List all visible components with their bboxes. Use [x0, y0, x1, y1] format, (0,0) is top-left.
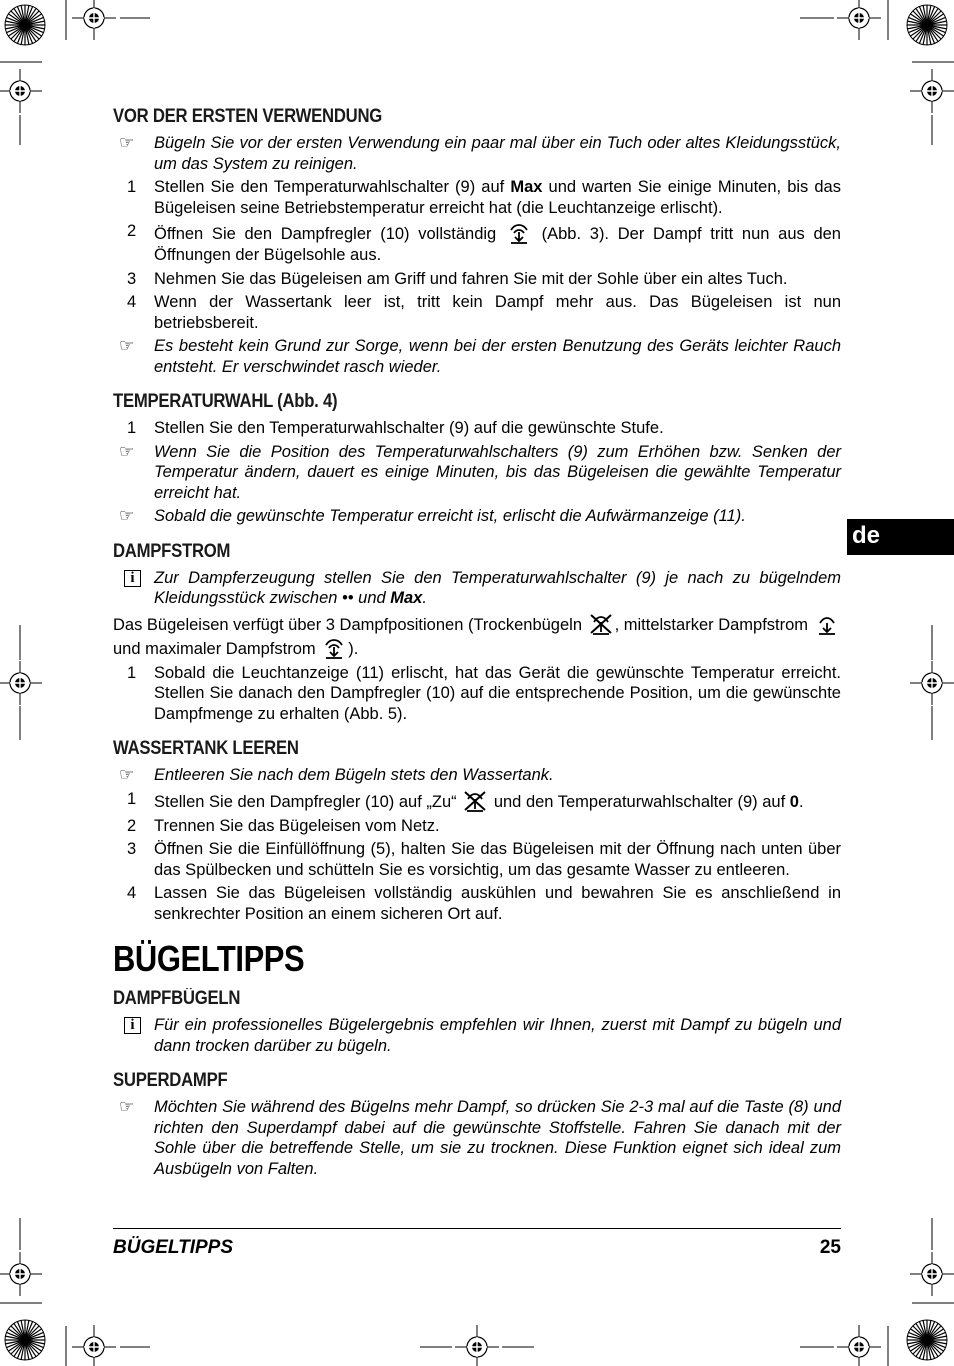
step-3: 3 Öffnen Sie die Einfüllöffnung (5), halten Sie das Bügeleisen mit der Öffnung nach unten über das Spülbecken und schütteln Sie es vorsichtig, um das gesamte Wasser zu entleeren. [127, 840, 841, 879]
section-empty-water-tank [113, 736, 841, 924]
info-note: i Für ein professionelles Bügelergebnis empfehlen wir Ihnen, zuerst mit Dampf zu bügeln und dann trocken darüber zu bügeln. [113, 1015, 841, 1056]
hint-note: ☞ Es besteht kein Grund zur Sorge, wenn bei der ersten Benutzung des Geräts leichter Rauch entsteht. Er verschwindet rasch wieder. [119, 336, 841, 376]
section-temperature-selection [113, 389, 841, 527]
hint-note: ☞ Möchten Sie während des Bügelns mehr Dampf, so drücken Sie 2-3 mal auf die Taste (8) und richten den Superdampf dabei auf die gewünschte Stoffstelle. Fahren Sie danach mit der Sohle über die betreffende Stelle, um sie zu trocknen. Diese Funktion eignet sich ideal zum Ausbügeln von Falten. [119, 1097, 841, 1178]
chapter-title: BÜGELTIPPS [113, 938, 305, 979]
section-title: DAMPFBÜGELN [113, 988, 241, 1009]
hint-note: ☞ Sobald die gewünschte Temperatur erreicht ist, erlischt die Aufwärmanzeige (11). [119, 506, 746, 525]
steam-max-icon [507, 221, 531, 245]
step-3: 3 Nehmen Sie das Bügeleisen am Griff und fahren Sie mit der Sohle über ein altes Tuch. [127, 269, 788, 288]
section-title: WASSERTANK LEEREN [113, 738, 299, 759]
step-2: 2 Öffnen Sie den Dampfregler (10) vollständig (Abb. 3). Der Dampf tritt nun aus den Öffnungen der Bügelsohle aus. [127, 222, 841, 264]
steam-medium-icon [815, 612, 839, 636]
section-steam-ironing [113, 986, 841, 1056]
page-number: 25 [819, 1237, 841, 1258]
language-tab: de [847, 519, 954, 555]
step-4: 4 Wenn der Wassertank leer ist, tritt kein Dampf mehr aus. Das Bügeleisen ist nun betriebsbereit. [127, 293, 841, 332]
pointing-hand-icon: ☞ [119, 336, 135, 355]
section-super-steam [113, 1068, 841, 1179]
section-before-first-use [113, 104, 841, 377]
page-content [113, 104, 841, 1179]
step-2: 2 Trennen Sie das Bügeleisen vom Netz. [127, 816, 440, 835]
footer-divider [113, 1228, 841, 1229]
step-1: 1 Stellen Sie den Dampfregler (10) auf „Zu“ und den Temperaturwahlschalter (9) auf 0. [127, 789, 804, 811]
info-icon: i [124, 1017, 141, 1034]
step-1: 1 Stellen Sie den Temperaturwahlschalter (9) auf Max und warten Sie einige Minuten, bis das Bügeleisen seine Betriebstemperatur erreicht hat (die Leuchtanzeige erlischt). [127, 178, 841, 217]
steam-off-icon [463, 789, 487, 813]
hint-note: ☞ Wenn Sie die Position des Temperaturwahlschalters (9) zum Erhöhen bzw. Senken der Temperatur ändern, dauert es einige Minuten, bis das Bügeleisen die gewählte Temperatur erreicht hat. [119, 441, 841, 502]
section-steam-flow [113, 539, 841, 725]
step-4: 4 Lassen Sie das Bügeleisen vollständig auskühlen und bewahren Sie es anschließend in senkrechter Position an einem sicheren Ort auf. [127, 884, 841, 923]
pointing-hand-icon: ☞ [119, 506, 135, 525]
paragraph: Das Bügeleisen verfügt über 3 Dampfpositionen (Trockenbügeln , mittelstarker Dampfstrom und maximaler Dampfstrom ). [113, 612, 841, 660]
info-note: i Zur Dampferzeugung stellen Sie den Temperaturwahlschalter (9) je nach zu bügelndem Kleidungsstück zwischen •• und Max. [113, 568, 841, 609]
section-title: DAMPFSTROM [113, 540, 231, 562]
info-icon: i [124, 570, 141, 587]
steam-max-icon [322, 636, 346, 660]
section-title: VOR DER ERSTEN VERWENDUNG [113, 106, 383, 127]
pointing-hand-icon: ☞ [119, 1097, 135, 1116]
pointing-hand-icon: ☞ [119, 765, 135, 784]
pointing-hand-icon: ☞ [119, 441, 135, 461]
step-1: 1 Stellen Sie den Temperaturwahlschalter (9) auf die gewünschte Stufe. [127, 419, 664, 437]
footer-chapter: BÜGELTIPPS [113, 1237, 233, 1258]
step-1: 1 Sobald die Leuchtanzeige (11) erlischt, hat das Gerät die gewünschte Temperatur erreicht. Stellen Sie danach den Dampfregler (10) auf die entsprechende Position, um die gewünschte Dampfmenge zu erhalten (Abb. 5). [127, 663, 841, 723]
pointing-hand-icon: ☞ [119, 133, 135, 152]
hint-note: ☞ Entleeren Sie nach dem Bügeln stets den Wassertank. [119, 765, 554, 784]
steam-off-icon [589, 612, 613, 636]
hint-note: ☞ Bügeln Sie vor der ersten Verwendung ein paar mal über ein Tuch oder altes Kleidungsstück, um das System zu reinigen. [119, 133, 841, 173]
section-title: TEMPERATURWAHL (Abb. 4) [113, 391, 338, 412]
section-title: SUPERDAMPF [113, 1070, 228, 1091]
